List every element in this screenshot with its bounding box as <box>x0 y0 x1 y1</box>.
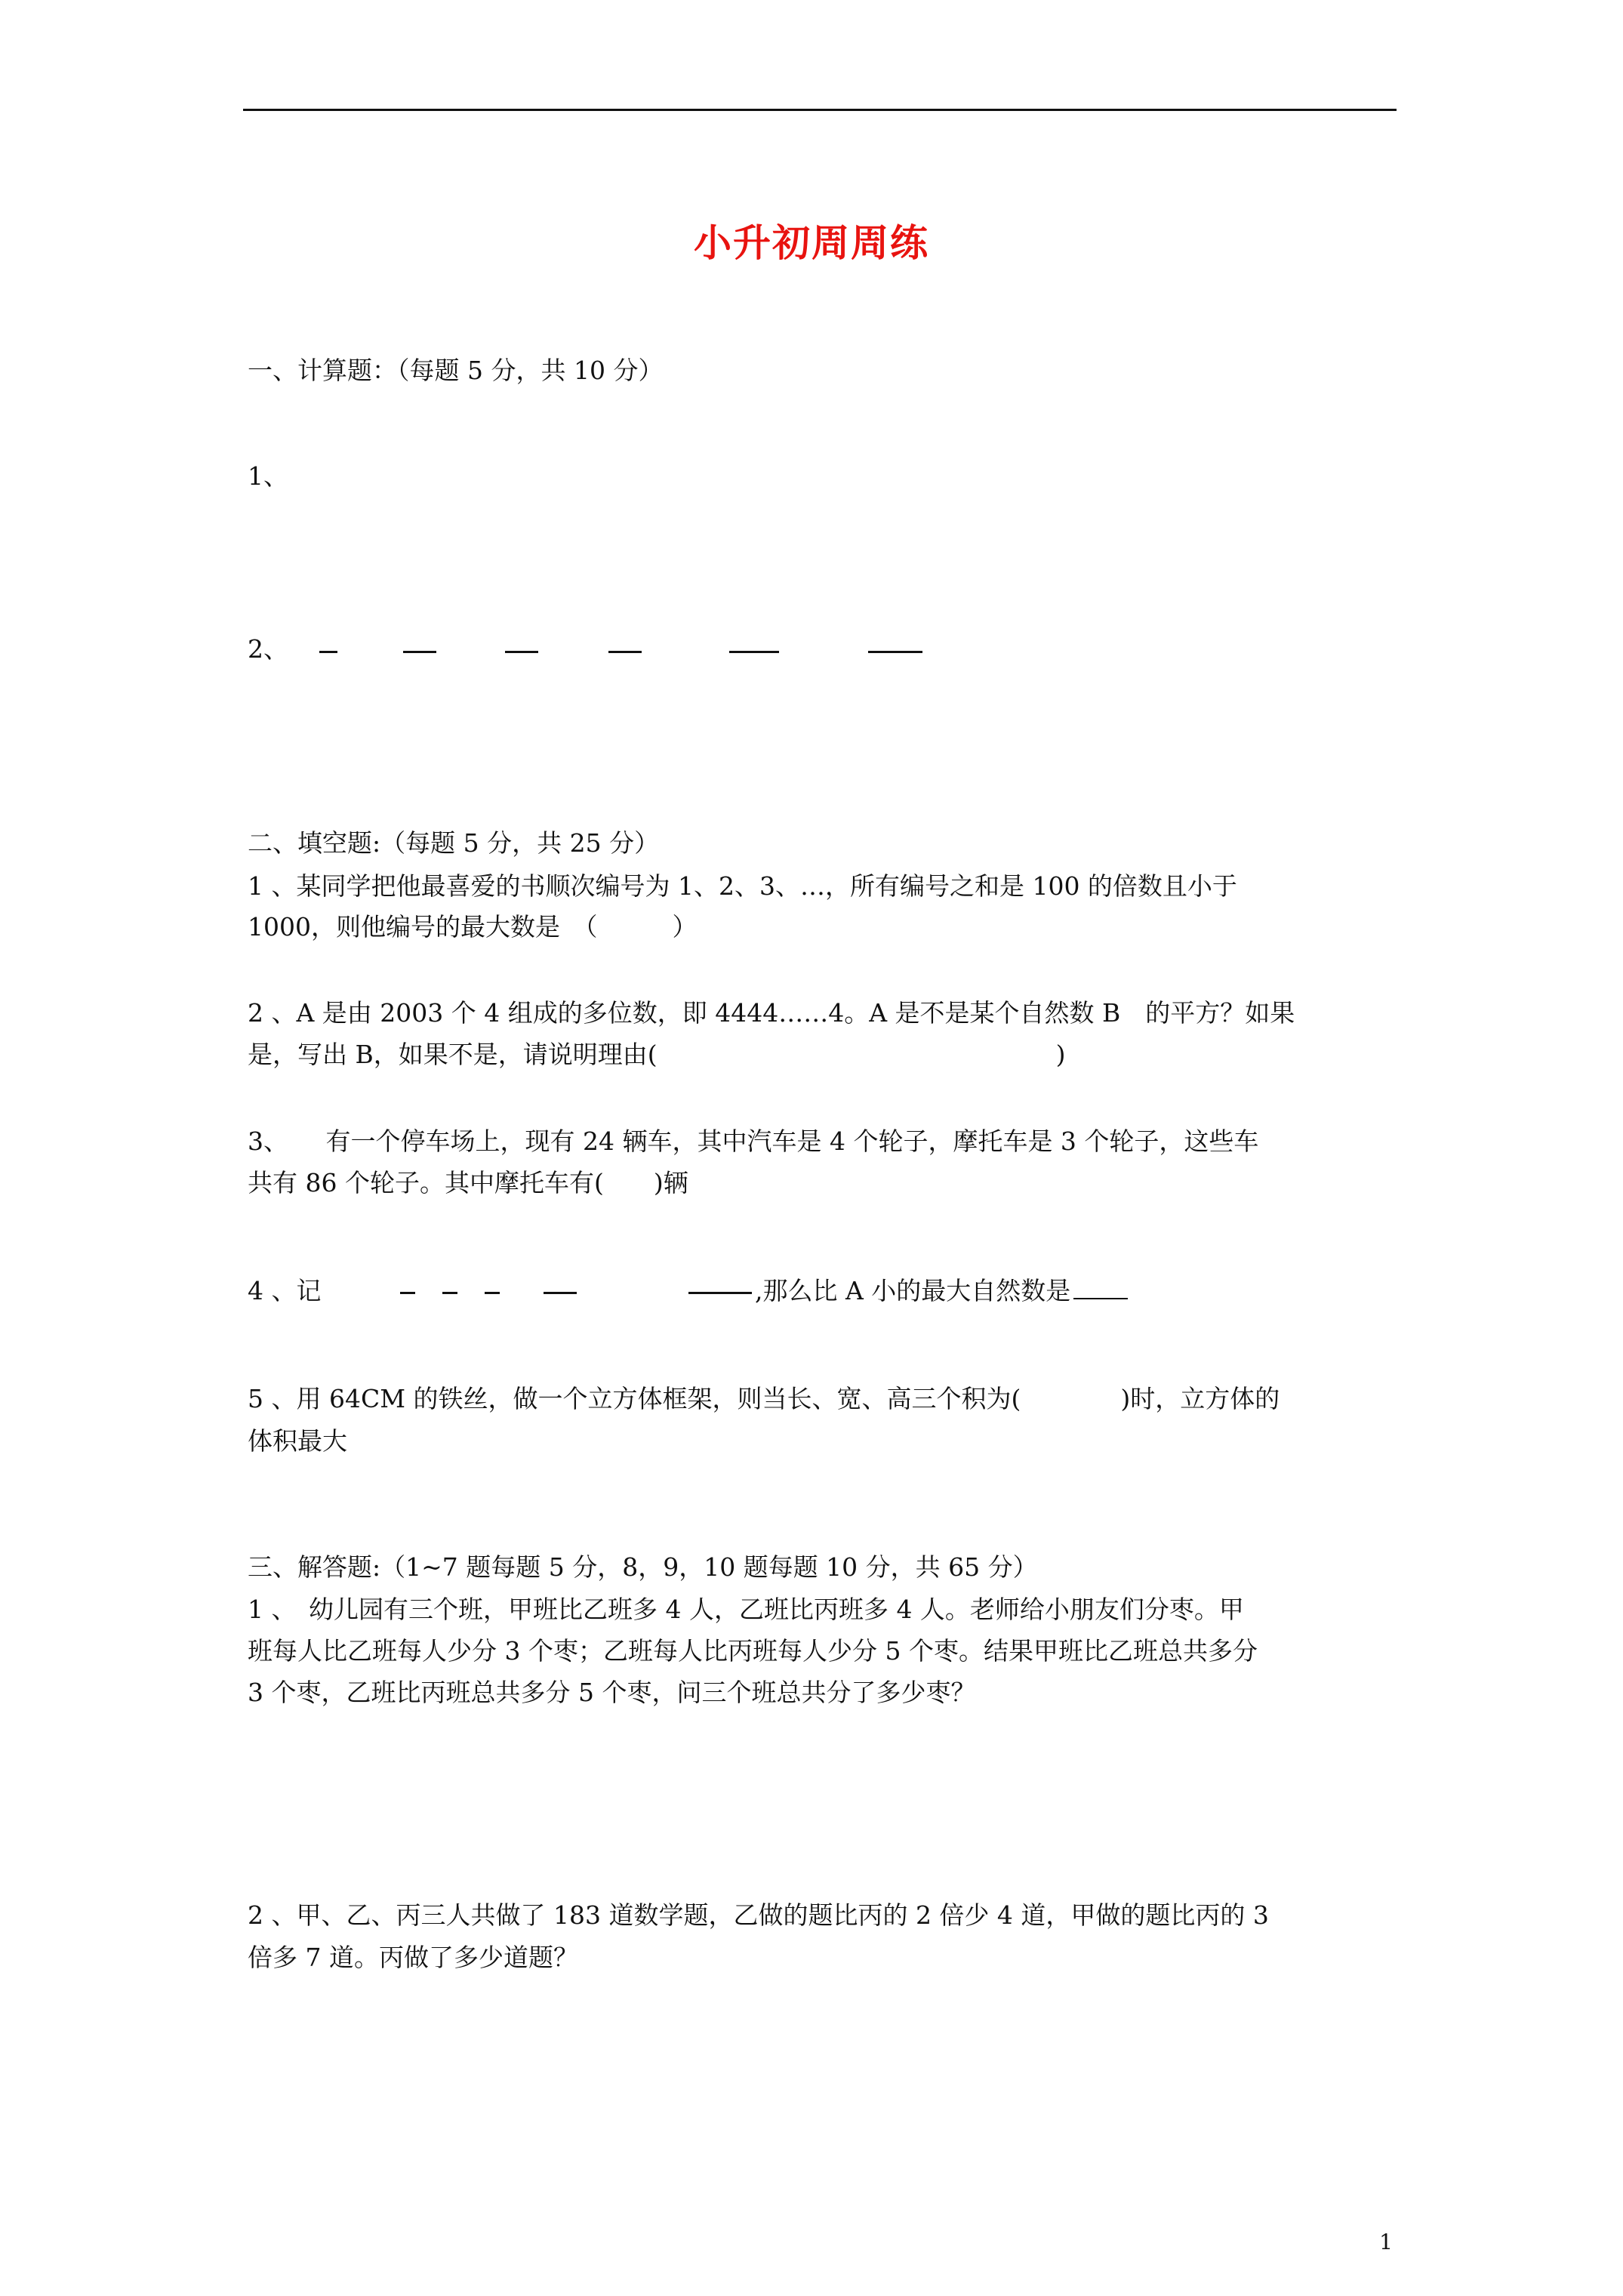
s2-question-4-text: ,那么比 A 小的最大自然数是 <box>755 1271 1128 1311</box>
s3-question-1-line-2: 班每人比乙班每人少分 3 个枣；乙班每人比丙班每人少分 5 个枣。结果甲班比乙班总共多分 <box>248 1636 1258 1666</box>
s2-question-5-line-1: 5 、用 64CM 的铁丝，做一个立方体框架，则当长、宽、高三个积为( )时，立方体的 <box>248 1384 1280 1413</box>
section-3-heading: 三、解答题:（1~7 题每题 5 分，8，9，10 题每题 10 分，共 65 分） <box>248 1552 1038 1582</box>
header-rule <box>243 109 1397 111</box>
s3-question-1-line-1: 1 、 幼儿园有三个班，甲班比乙班多 4 人，乙班比丙班多 4 人。老师给小朋友们分枣。甲 <box>248 1595 1244 1624</box>
s2-question-1-line-2: 1000，则他编号的最大数是 （ ） <box>248 912 698 942</box>
fraction-bar <box>688 1292 752 1294</box>
fraction-bar <box>544 1292 577 1294</box>
fraction-bar <box>442 1292 457 1294</box>
section-1-heading: 一、计算题：（每题 5 分，共 10 分） <box>248 356 664 385</box>
s2-question-4-label: 4 、记 <box>248 1276 322 1305</box>
fraction-bar <box>319 651 337 653</box>
fraction-bar <box>400 1292 415 1294</box>
s1-question-1-label: 1、 <box>248 461 288 491</box>
s2-question-3-line-2: 共有 86 个轮子。其中摩托车有( )辆 <box>248 1168 688 1197</box>
fraction-bar <box>729 651 779 653</box>
fraction-bar <box>485 1292 500 1294</box>
fraction-bar <box>868 651 922 653</box>
s2-question-1-line-1: 1 、某同学把他最喜爱的书顺次编号为 1、2、3、…，所有编号之和是 100 的倍数且小于 <box>248 871 1237 901</box>
s3-question-2-line-1: 2 、甲、乙、丙三人共做了 183 道数学题，乙做的题比丙的 2 倍少 4 道，甲做的题比丙的 3 <box>248 1900 1269 1930</box>
answer-blank <box>1073 1275 1128 1299</box>
s2-question-5-line-2: 体积最大 <box>248 1426 347 1456</box>
fraction-bar <box>403 651 436 653</box>
s3-question-1-line-3: 3 个枣，乙班比丙班总共多分 5 个枣，问三个班总共分了多少枣？ <box>248 1678 976 1707</box>
s1-question-2-label: 2、 <box>248 634 288 664</box>
s2-question-3-line-1: 3、 有一个停车场上，现有 24 辆车，其中汽车是 4 个轮子，摩托车是 3 个轮子，这些车 <box>248 1126 1259 1156</box>
fraction-bar <box>608 651 642 653</box>
s2-question-2-line-1: 2 、A 是由 2003 个 4 组成的多位数，即 4444……4。A 是不是某个自然数 B 的平方？如果 <box>248 998 1295 1028</box>
fraction-bar <box>505 651 538 653</box>
section-2-heading: 二、填空题:（每题 5 分，共 25 分） <box>248 828 660 858</box>
page-title: 小升初周周练 <box>694 220 929 265</box>
page-number: 1 <box>1379 2230 1393 2254</box>
s2-question-2-line-2: 是，写出 B，如果不是，请说明理由( ) <box>248 1040 1066 1069</box>
s3-question-2-line-2: 倍多 7 道。丙做了多少道题？ <box>248 1943 578 1972</box>
